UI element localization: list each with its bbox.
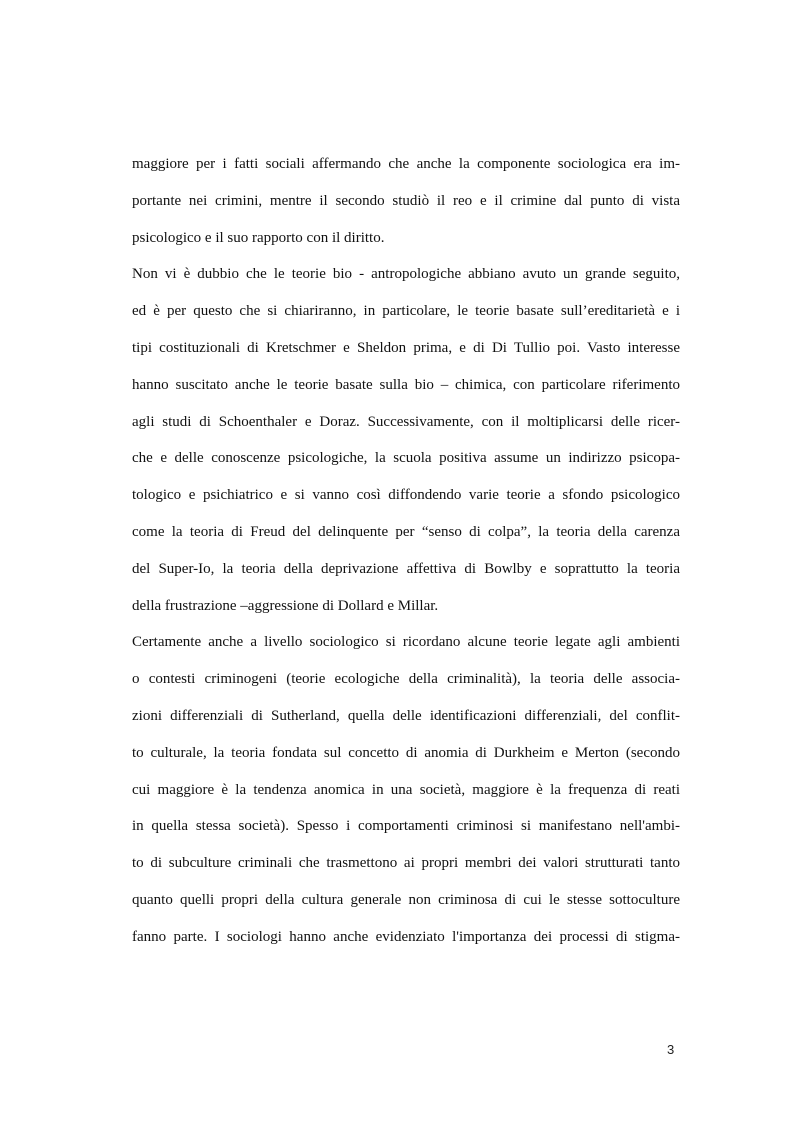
text-line: fanno parte. I sociologi hanno anche evidenziato l'importanza dei processi di stigma- [132,928,680,945]
text-line: to culturale, la teoria fondata sul concetto di anomia di Durkheim e Merton (secondo [132,744,680,761]
text-line: o contesti criminogeni (teorie ecologiche della criminalità), la teoria delle associa- [132,671,680,688]
text-line: tipi costituzionali di Kretschmer e Sheldon prima, e di Di Tullio poi. Vasto interesse [132,339,680,356]
text-line: Non vi è dubbio che le teorie bio - antropologiche abbiano avuto un grande seguito, [132,266,680,283]
text-line: zioni differenziali di Sutherland, quella delle identificazioni differenziali, del conflit- [132,707,680,724]
body-text [132,146,680,956]
text-line: che e delle conoscenze psicologiche, la scuola positiva assume un indirizzo psicopa- [132,450,680,467]
page-number: 3 [667,1042,675,1057]
text-line: in quella stessa società). Spesso i comportamenti criminosi si manifestano nell'ambi- [132,818,680,835]
text-line: portante nei crimini, mentre il secondo studiò il reo e il crimine dal punto di vista [132,192,680,209]
text-line: del Super-Io, la teoria della deprivazione affettiva di Bowlby e soprattutto la teoria [132,560,680,577]
text-line: tologico e psichiatrico e si vanno così diffondendo varie teorie a sfondo psicologico [132,487,680,504]
text-line: psicologico e il suo rapporto con il diritto. [132,229,385,246]
text-line: ed è per questo che si chiariranno, in particolare, le teorie basate sull’ereditarietà e i [132,303,680,320]
text-line: della frustrazione –aggressione di Dollard e Millar. [132,597,439,614]
text-line: hanno suscitato anche le teorie basate sulla bio – chimica, con particolare riferimento [132,376,680,393]
text-line: cui maggiore è la tendenza anomica in una società, maggiore è la frequenza di reati [132,781,680,798]
text-line: to di subculture criminali che trasmettono ai propri membri dei valori strutturati tanto [132,855,680,872]
text-line: come la teoria di Freud del delinquente per “senso di colpa”, la teoria della carenza [132,523,680,540]
text-line: maggiore per i fatti sociali affermando che anche la componente sociologica era im- [132,156,680,172]
text-line: Certamente anche a livello sociologico si ricordano alcune teorie legate agli ambienti [132,634,680,651]
text-line: quanto quelli propri della cultura generale non criminosa di cui le stesse sottoculture [132,891,680,908]
text-line: agli studi di Schoenthaler e Doraz. Successivamente, con il moltiplicarsi delle ricer- [132,413,680,430]
